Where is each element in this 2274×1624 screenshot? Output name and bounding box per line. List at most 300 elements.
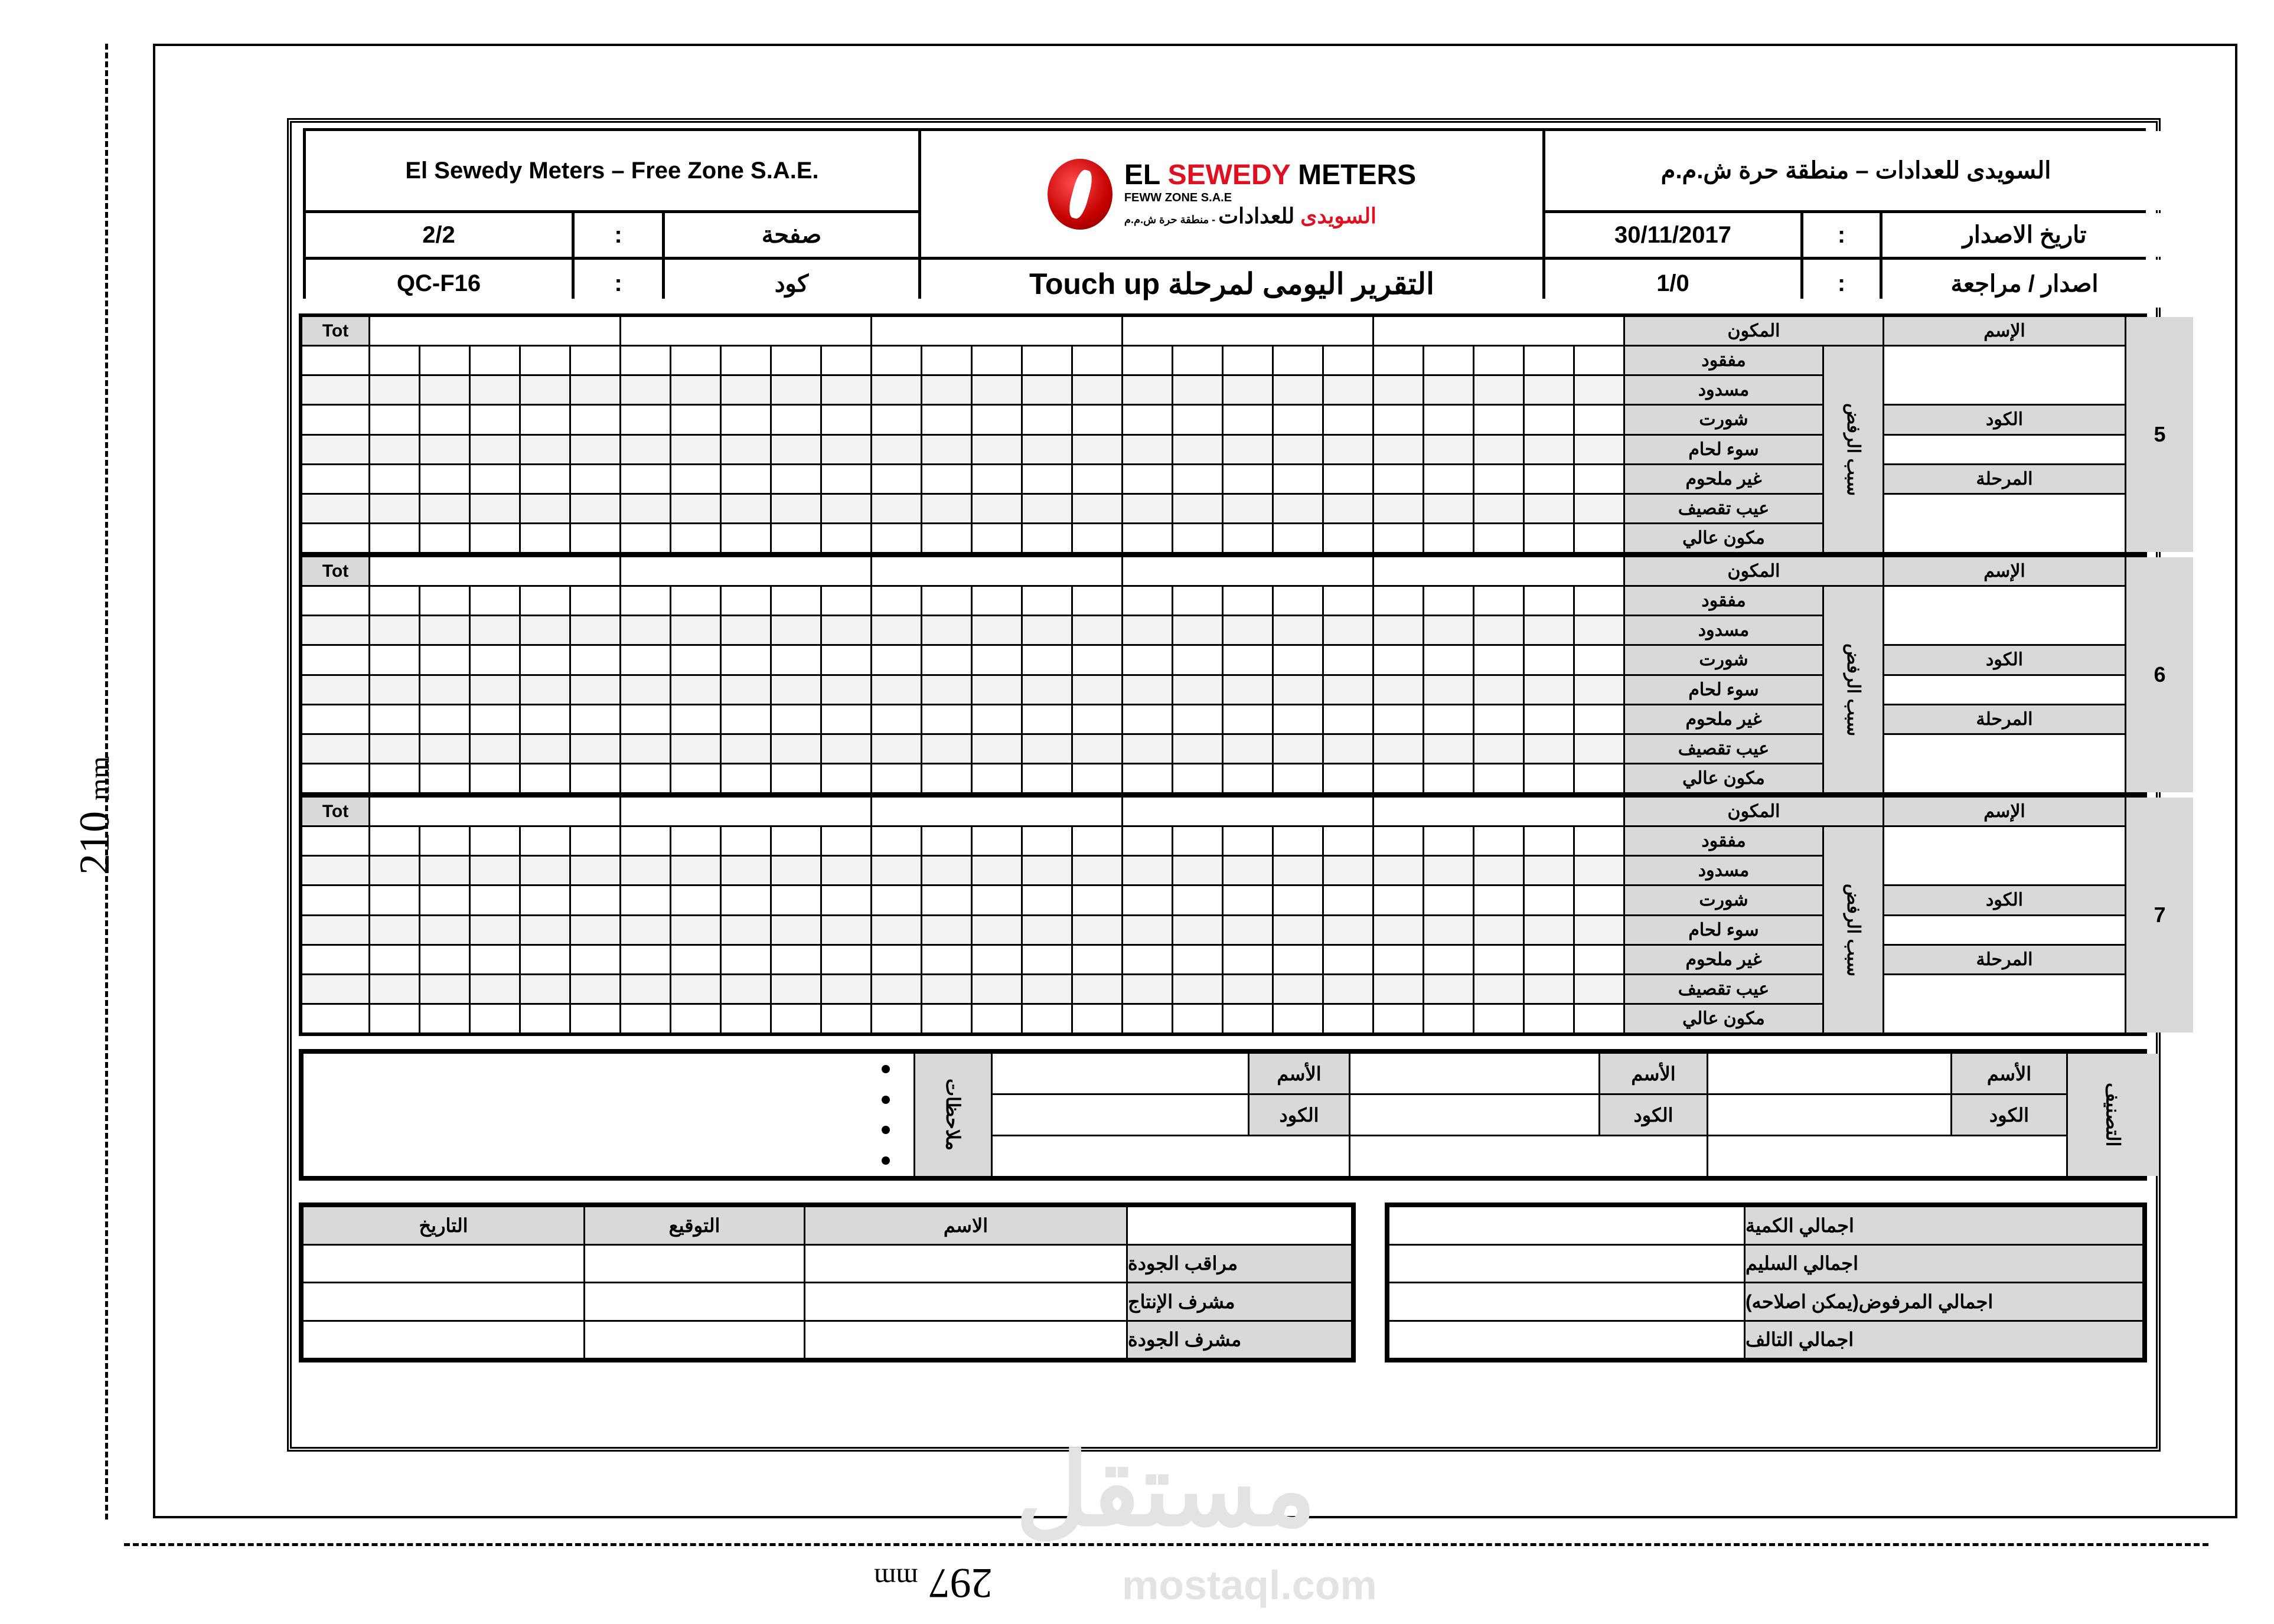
grid-cell[interactable]: [1073, 495, 1121, 522]
grid-cell[interactable]: [1123, 347, 1172, 374]
grid-cell[interactable]: [521, 1005, 569, 1032]
grid-cell[interactable]: [471, 857, 519, 884]
grid-cell[interactable]: [621, 347, 670, 374]
grid-cell[interactable]: [671, 705, 720, 733]
grid-cell[interactable]: [621, 495, 670, 522]
grid-cell[interactable]: [872, 975, 921, 1003]
grid-cell[interactable]: [922, 916, 971, 944]
grid-cell[interactable]: [922, 827, 971, 855]
grid-cell[interactable]: [1274, 857, 1322, 884]
grid-cell[interactable]: [1525, 676, 1573, 704]
grid-cell[interactable]: [420, 916, 469, 944]
grid-cell[interactable]: [1424, 465, 1473, 493]
grid-cell[interactable]: [471, 735, 519, 763]
grid-cell[interactable]: [671, 735, 720, 763]
grid-cell[interactable]: [1224, 764, 1272, 792]
row-total-cell[interactable]: [302, 376, 368, 404]
grid-cell[interactable]: [1474, 735, 1523, 763]
grid-cell[interactable]: [471, 436, 519, 463]
grid-cell[interactable]: [1575, 524, 1623, 552]
grid-cell[interactable]: [722, 827, 770, 855]
grid-cell[interactable]: [772, 646, 820, 674]
grid-cell[interactable]: [1173, 495, 1222, 522]
grid-cell[interactable]: [772, 946, 820, 973]
grid-cell[interactable]: [922, 495, 971, 522]
grid-cell[interactable]: [722, 436, 770, 463]
group-total-cell[interactable]: [872, 798, 1121, 825]
grid-cell[interactable]: [571, 616, 619, 644]
grid-cell[interactable]: [1474, 376, 1523, 404]
grid-cell[interactable]: [922, 676, 971, 704]
grid-cell[interactable]: [420, 406, 469, 433]
grid-cell[interactable]: [1173, 827, 1222, 855]
signature-cell[interactable]: [585, 1246, 804, 1282]
grid-cell[interactable]: [1575, 465, 1623, 493]
grid-cell[interactable]: [420, 436, 469, 463]
grid-cell[interactable]: [671, 495, 720, 522]
row-total-cell[interactable]: [302, 524, 368, 552]
grid-cell[interactable]: [471, 916, 519, 944]
grid-cell[interactable]: [621, 616, 670, 644]
grid-cell[interactable]: [772, 827, 820, 855]
grid-cell[interactable]: [1274, 495, 1322, 522]
grid-cell[interactable]: [922, 975, 971, 1003]
grid-cell[interactable]: [671, 886, 720, 914]
grid-cell[interactable]: [1023, 1005, 1071, 1032]
grid-cell[interactable]: [1073, 705, 1121, 733]
total-quantity-value[interactable]: [1389, 1207, 1744, 1244]
grid-cell[interactable]: [1374, 764, 1423, 792]
grid-cell[interactable]: [1374, 616, 1423, 644]
grid-cell[interactable]: [822, 347, 870, 374]
group-total-cell[interactable]: [872, 557, 1121, 585]
grid-cell[interactable]: [872, 524, 921, 552]
grid-cell[interactable]: [521, 465, 569, 493]
group-total-cell[interactable]: [621, 317, 870, 345]
grid-cell[interactable]: [1023, 406, 1071, 433]
grid-cell[interactable]: [1123, 376, 1172, 404]
grid-cell[interactable]: [621, 946, 670, 973]
grid-cell[interactable]: [1525, 587, 1573, 615]
grid-cell[interactable]: [822, 764, 870, 792]
grid-cell[interactable]: [822, 1005, 870, 1032]
row-total-cell[interactable]: [302, 946, 368, 973]
grid-cell[interactable]: [922, 347, 971, 374]
grid-cell[interactable]: [1525, 705, 1573, 733]
grid-cell[interactable]: [370, 1005, 419, 1032]
grid-cell[interactable]: [521, 735, 569, 763]
row-total-cell[interactable]: [302, 436, 368, 463]
grid-cell[interactable]: [1525, 764, 1573, 792]
grid-cell[interactable]: [671, 406, 720, 433]
grid-cell[interactable]: [922, 587, 971, 615]
grid-cell[interactable]: [1324, 857, 1372, 884]
grid-cell[interactable]: [822, 916, 870, 944]
grid-cell[interactable]: [1474, 975, 1523, 1003]
grid-cell[interactable]: [621, 857, 670, 884]
grid-cell[interactable]: [1424, 916, 1473, 944]
grid-cell[interactable]: [1424, 376, 1473, 404]
grid-cell[interactable]: [471, 886, 519, 914]
grid-cell[interactable]: [1274, 616, 1322, 644]
grid-cell[interactable]: [722, 347, 770, 374]
grid-cell[interactable]: [1023, 347, 1071, 374]
grid-cell[interactable]: [1575, 646, 1623, 674]
grid-cell[interactable]: [1575, 436, 1623, 463]
grid-cell[interactable]: [370, 946, 419, 973]
grid-cell[interactable]: [621, 886, 670, 914]
signature-cell[interactable]: [585, 1322, 804, 1358]
grid-cell[interactable]: [1023, 886, 1071, 914]
grid-cell[interactable]: [1073, 465, 1121, 493]
grid-cell[interactable]: [1374, 465, 1423, 493]
grid-cell[interactable]: [1474, 857, 1523, 884]
grid-cell[interactable]: [922, 764, 971, 792]
name-field[interactable]: [1884, 347, 2125, 404]
grid-cell[interactable]: [1575, 975, 1623, 1003]
grid-cell[interactable]: [571, 975, 619, 1003]
grid-cell[interactable]: [1474, 946, 1523, 973]
grid-cell[interactable]: [973, 376, 1021, 404]
grid-cell[interactable]: [1374, 436, 1423, 463]
grid-cell[interactable]: [1525, 376, 1573, 404]
grid-cell[interactable]: [722, 406, 770, 433]
group-total-cell[interactable]: [370, 317, 619, 345]
grid-cell[interactable]: [671, 436, 720, 463]
grid-cell[interactable]: [1173, 465, 1222, 493]
grid-cell[interactable]: [872, 587, 921, 615]
extra-field-1[interactable]: [1708, 1136, 2066, 1176]
grid-cell[interactable]: [1224, 347, 1272, 374]
grid-cell[interactable]: [872, 735, 921, 763]
grid-cell[interactable]: [973, 886, 1021, 914]
group-total-cell[interactable]: [621, 798, 870, 825]
grid-cell[interactable]: [1023, 436, 1071, 463]
grid-cell[interactable]: [471, 376, 519, 404]
grid-cell[interactable]: [1424, 676, 1473, 704]
grid-cell[interactable]: [621, 1005, 670, 1032]
grid-cell[interactable]: [1173, 1005, 1222, 1032]
grid-cell[interactable]: [621, 376, 670, 404]
grid-cell[interactable]: [1575, 857, 1623, 884]
grid-cell[interactable]: [1474, 705, 1523, 733]
grid-cell[interactable]: [1123, 827, 1172, 855]
grid-cell[interactable]: [772, 587, 820, 615]
grid-cell[interactable]: [772, 676, 820, 704]
grid-cell[interactable]: [1023, 827, 1071, 855]
grid-cell[interactable]: [671, 827, 720, 855]
grid-cell[interactable]: [1474, 646, 1523, 674]
grid-cell[interactable]: [1575, 827, 1623, 855]
grid-cell[interactable]: [822, 524, 870, 552]
grid-cell[interactable]: [772, 616, 820, 644]
grid-cell[interactable]: [370, 886, 419, 914]
grid-cell[interactable]: [1324, 735, 1372, 763]
grid-cell[interactable]: [1073, 676, 1121, 704]
grid-cell[interactable]: [1073, 406, 1121, 433]
grid-cell[interactable]: [772, 975, 820, 1003]
grid-cell[interactable]: [872, 764, 921, 792]
grid-cell[interactable]: [822, 646, 870, 674]
group-total-cell[interactable]: [872, 317, 1121, 345]
grid-cell[interactable]: [1073, 616, 1121, 644]
grid-cell[interactable]: [1374, 1005, 1423, 1032]
grid-cell[interactable]: [822, 827, 870, 855]
grid-cell[interactable]: [1575, 676, 1623, 704]
grid-cell[interactable]: [1023, 705, 1071, 733]
grid-cell[interactable]: [973, 827, 1021, 855]
grid-cell[interactable]: [1324, 376, 1372, 404]
name-field-1[interactable]: [1708, 1054, 1950, 1093]
grid-cell[interactable]: [822, 616, 870, 644]
grid-cell[interactable]: [922, 524, 971, 552]
grid-cell[interactable]: [1374, 916, 1423, 944]
grid-cell[interactable]: [772, 916, 820, 944]
grid-cell[interactable]: [1324, 764, 1372, 792]
grid-cell[interactable]: [1424, 646, 1473, 674]
stage-field[interactable]: [1884, 735, 2125, 792]
grid-cell[interactable]: [1324, 646, 1372, 674]
grid-cell[interactable]: [1123, 764, 1172, 792]
grid-cell[interactable]: [1274, 347, 1322, 374]
grid-cell[interactable]: [1374, 524, 1423, 552]
grid-cell[interactable]: [1324, 524, 1372, 552]
grid-cell[interactable]: [1525, 616, 1573, 644]
grid-cell[interactable]: [872, 376, 921, 404]
name-field-2[interactable]: [1350, 1054, 1598, 1093]
grid-cell[interactable]: [1224, 587, 1272, 615]
grid-cell[interactable]: [370, 975, 419, 1003]
grid-cell[interactable]: [420, 376, 469, 404]
grid-cell[interactable]: [1424, 946, 1473, 973]
grid-cell[interactable]: [1374, 886, 1423, 914]
grid-cell[interactable]: [1274, 406, 1322, 433]
notes-area[interactable]: [304, 1054, 913, 1176]
grid-cell[interactable]: [521, 376, 569, 404]
grid-cell[interactable]: [1023, 857, 1071, 884]
name-field-3[interactable]: [993, 1054, 1248, 1093]
row-total-cell[interactable]: [302, 587, 368, 615]
grid-cell[interactable]: [1023, 524, 1071, 552]
grid-cell[interactable]: [471, 347, 519, 374]
grid-cell[interactable]: [822, 465, 870, 493]
grid-cell[interactable]: [822, 495, 870, 522]
grid-cell[interactable]: [1474, 916, 1523, 944]
group-total-cell[interactable]: [370, 557, 619, 585]
grid-cell[interactable]: [521, 916, 569, 944]
date-cell[interactable]: [304, 1283, 583, 1320]
grid-cell[interactable]: [1474, 347, 1523, 374]
grid-cell[interactable]: [1474, 616, 1523, 644]
grid-cell[interactable]: [671, 646, 720, 674]
grid-cell[interactable]: [521, 886, 569, 914]
grid-cell[interactable]: [1224, 705, 1272, 733]
grid-cell[interactable]: [671, 465, 720, 493]
grid-cell[interactable]: [471, 975, 519, 1003]
grid-cell[interactable]: [1525, 406, 1573, 433]
grid-cell[interactable]: [420, 646, 469, 674]
grid-cell[interactable]: [973, 857, 1021, 884]
grid-cell[interactable]: [1274, 436, 1322, 463]
row-total-cell[interactable]: [302, 406, 368, 433]
grid-cell[interactable]: [1474, 495, 1523, 522]
grid-cell[interactable]: [1224, 735, 1272, 763]
grid-cell[interactable]: [1224, 465, 1272, 493]
grid-cell[interactable]: [1073, 587, 1121, 615]
grid-cell[interactable]: [420, 676, 469, 704]
signature-cell[interactable]: [585, 1283, 804, 1320]
row-total-cell[interactable]: [302, 347, 368, 374]
grid-cell[interactable]: [1023, 616, 1071, 644]
grid-cell[interactable]: [922, 436, 971, 463]
grid-cell[interactable]: [671, 376, 720, 404]
grid-cell[interactable]: [571, 827, 619, 855]
grid-cell[interactable]: [1374, 376, 1423, 404]
grid-cell[interactable]: [1374, 587, 1423, 615]
grid-cell[interactable]: [571, 436, 619, 463]
grid-cell[interactable]: [420, 465, 469, 493]
code-field[interactable]: [1884, 676, 2125, 704]
grid-cell[interactable]: [1424, 886, 1473, 914]
grid-cell[interactable]: [1123, 735, 1172, 763]
grid-cell[interactable]: [973, 705, 1021, 733]
grid-cell[interactable]: [571, 495, 619, 522]
grid-cell[interactable]: [1023, 764, 1071, 792]
grid-cell[interactable]: [1424, 705, 1473, 733]
grid-cell[interactable]: [1073, 524, 1121, 552]
grid-cell[interactable]: [722, 916, 770, 944]
group-total-cell[interactable]: [1123, 557, 1372, 585]
grid-cell[interactable]: [872, 705, 921, 733]
grid-cell[interactable]: [1123, 857, 1172, 884]
grid-cell[interactable]: [1324, 616, 1372, 644]
grid-cell[interactable]: [722, 946, 770, 973]
grid-cell[interactable]: [1274, 376, 1322, 404]
grid-cell[interactable]: [1424, 827, 1473, 855]
grid-cell[interactable]: [973, 436, 1021, 463]
grid-cell[interactable]: [1474, 676, 1523, 704]
grid-cell[interactable]: [571, 857, 619, 884]
grid-cell[interactable]: [1374, 676, 1423, 704]
grid-cell[interactable]: [1173, 646, 1222, 674]
grid-cell[interactable]: [370, 406, 419, 433]
grid-cell[interactable]: [521, 495, 569, 522]
stage-field[interactable]: [1884, 495, 2125, 552]
grid-cell[interactable]: [822, 975, 870, 1003]
grid-cell[interactable]: [1525, 827, 1573, 855]
grid-cell[interactable]: [722, 524, 770, 552]
grid-cell[interactable]: [1224, 376, 1272, 404]
grid-cell[interactable]: [1374, 735, 1423, 763]
grid-cell[interactable]: [973, 646, 1021, 674]
grid-cell[interactable]: [722, 764, 770, 792]
name-cell[interactable]: [805, 1246, 1126, 1282]
grid-cell[interactable]: [420, 495, 469, 522]
grid-cell[interactable]: [1073, 886, 1121, 914]
grid-cell[interactable]: [872, 916, 921, 944]
grid-cell[interactable]: [521, 975, 569, 1003]
grid-cell[interactable]: [1525, 916, 1573, 944]
grid-cell[interactable]: [370, 735, 419, 763]
grid-cell[interactable]: [1123, 975, 1172, 1003]
grid-cell[interactable]: [1224, 646, 1272, 674]
grid-cell[interactable]: [370, 587, 419, 615]
grid-cell[interactable]: [822, 406, 870, 433]
grid-cell[interactable]: [521, 646, 569, 674]
grid-cell[interactable]: [722, 1005, 770, 1032]
grid-cell[interactable]: [1023, 376, 1071, 404]
row-total-cell[interactable]: [302, 857, 368, 884]
grid-cell[interactable]: [420, 886, 469, 914]
grid-cell[interactable]: [973, 1005, 1021, 1032]
grid-cell[interactable]: [1274, 886, 1322, 914]
grid-cell[interactable]: [671, 676, 720, 704]
grid-cell[interactable]: [722, 676, 770, 704]
date-cell[interactable]: [304, 1322, 583, 1358]
grid-cell[interactable]: [420, 1005, 469, 1032]
grid-cell[interactable]: [521, 436, 569, 463]
grid-cell[interactable]: [1474, 406, 1523, 433]
grid-cell[interactable]: [471, 764, 519, 792]
grid-cell[interactable]: [1374, 857, 1423, 884]
grid-cell[interactable]: [571, 646, 619, 674]
row-total-cell[interactable]: [302, 764, 368, 792]
grid-cell[interactable]: [772, 764, 820, 792]
grid-cell[interactable]: [1274, 524, 1322, 552]
grid-cell[interactable]: [922, 735, 971, 763]
grid-cell[interactable]: [671, 946, 720, 973]
grid-cell[interactable]: [521, 705, 569, 733]
grid-cell[interactable]: [1123, 916, 1172, 944]
grid-cell[interactable]: [1224, 616, 1272, 644]
group-total-cell[interactable]: [1123, 798, 1372, 825]
grid-cell[interactable]: [1123, 646, 1172, 674]
code-field[interactable]: [1884, 436, 2125, 463]
grid-cell[interactable]: [1123, 1005, 1172, 1032]
grid-cell[interactable]: [571, 465, 619, 493]
grid-cell[interactable]: [1073, 975, 1121, 1003]
grid-cell[interactable]: [1173, 406, 1222, 433]
grid-cell[interactable]: [1525, 347, 1573, 374]
grid-cell[interactable]: [571, 705, 619, 733]
grid-cell[interactable]: [1525, 524, 1573, 552]
grid-cell[interactable]: [973, 587, 1021, 615]
grid-cell[interactable]: [872, 436, 921, 463]
grid-cell[interactable]: [621, 975, 670, 1003]
grid-cell[interactable]: [872, 827, 921, 855]
grid-cell[interactable]: [1123, 676, 1172, 704]
group-total-cell[interactable]: [1374, 798, 1623, 825]
grid-cell[interactable]: [1173, 347, 1222, 374]
grid-cell[interactable]: [1324, 886, 1372, 914]
group-total-cell[interactable]: [370, 798, 619, 825]
grid-cell[interactable]: [420, 705, 469, 733]
grid-cell[interactable]: [1023, 946, 1071, 973]
grid-cell[interactable]: [973, 946, 1021, 973]
grid-cell[interactable]: [1173, 857, 1222, 884]
grid-cell[interactable]: [973, 764, 1021, 792]
grid-cell[interactable]: [1224, 406, 1272, 433]
grid-cell[interactable]: [621, 764, 670, 792]
grid-cell[interactable]: [1073, 436, 1121, 463]
grid-cell[interactable]: [1324, 495, 1372, 522]
grid-cell[interactable]: [1324, 436, 1372, 463]
grid-cell[interactable]: [420, 616, 469, 644]
grid-cell[interactable]: [973, 495, 1021, 522]
grid-cell[interactable]: [872, 886, 921, 914]
grid-cell[interactable]: [471, 406, 519, 433]
grid-cell[interactable]: [1274, 827, 1322, 855]
